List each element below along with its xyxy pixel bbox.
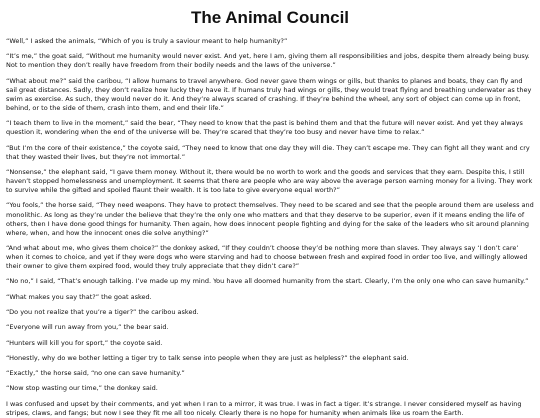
story-paragraph-15: “Exactly,” the horse said, “no one can save humanity.” <box>6 369 185 378</box>
story-paragraph-3: “What about me?” said the caribou, “I allow humans to travel anywhere. God never gave them wings or gills, but thanks to planes and boats, they can fly and sail great distances. Sadly, they don’t realize how lucky they have it. If humans truly had wings or gills, they would treat flying and breathing underwater as they swim as exercise. As such, they would never do it. And they’re always scared of crashing. If they’re behind the wheel, any sort of object can come up in front, behind, or to the side of them, crash into them, and end their life.” <box>6 76 532 112</box>
story-paragraph-2: “It’s me,” the goat said, “Without me humanity would never exist. And yet, here I am, giving them all responsibilities and jobs, despite them already being busy. Not to mention they don’t really have freedom from their bodily needs and the laws of the universe.” <box>6 52 530 70</box>
story-paragraph-7: “You fools,” the horse said, “They need weapons. They have to protect themselves. They need to be scared and see that the people around them are useless and monolithic. As long as they’re under the believe that they’re the only one who matters and that they deserve to be superior, even if it means ending the life of others, then I have done good things for humanity. Then again, how does innocent people fighting and dying for the sake of the leaders who sit around planning where, when, and how the innocent ones die solve anything?” <box>6 201 534 237</box>
story-paragraph-9: “No no,” I said, “That’s enough talking. I’ve made up my mind. You have all doomed humanity from the start. Clearly, I’m the only one who can save humanity.” <box>6 277 529 286</box>
story-paragraph-17: I was confused and upset by their comments, and yet when I ran to a mirror, it was true. I was in fact a tiger. It’s strange. I never considered myself as having stripes, claws, and fangs; but now I see they fit me all too nicely. Clearly there is no hope for humanity when animals like us roam the Earth. <box>6 399 522 417</box>
story-paragraph-11: “Do you not realize that you’re a tiger?” the caribou asked. <box>6 308 199 317</box>
story-body <box>6 37 534 418</box>
story-paragraph-4: “I teach them to live in the moment,” said the bear, “They need to know that the past is behind them and that the future will never exist. And yet they always question it, wondering when the end of the universe will be. They’re scared that they’re too busy and never have time to relax.” <box>6 119 523 137</box>
story-paragraph-16: “Now stop wasting our time,” the donkey said. <box>6 384 158 393</box>
story-paragraph-13: “Hunters will kill you for sport,” the coyote said. <box>6 338 163 347</box>
story-paragraph-12: “Everyone will run away from you,” the bear said. <box>6 323 169 332</box>
story-paragraph-8: “And what about me, who gives them choice?” the donkey asked, “If they couldn’t choose they’d be nothing more than slaves. They always say ‘I don’t care’ when it comes to choice, and yet if they were dogs who were starving and had to choose between fresh and expired food in order too live, and willingly allowed their owner to give them expired food, would they truly appreciate that they didn’t care?” <box>6 244 528 271</box>
story-paragraph-6: “Nonsense,” the elephant said, “I gave them money. Without it, there would be no worth to work and the goods and services that they earn. Despite this, I still haven’t stopped homelessness and unemployment. It seems that there are people who are way above the average person earning money for a living. They work to survive while the gifted and spoiled flaunt their wealth. It is too late to give everyone equal worth?” <box>6 167 533 195</box>
story-paragraph-1: “Well,” I asked the animals, “Which of you is truly a saviour meant to help humanity?” <box>6 37 288 45</box>
story-paragraph-10: “What makes you say that?” the goat asked. <box>6 292 152 301</box>
story-paragraph-14: “Honestly, why do we bother letting a tiger try to talk sense into people when they are just as helpless?” the elephant said. <box>6 353 409 362</box>
page-title: The Animal Council <box>190 8 350 27</box>
story-paragraph-5: “But I’m the core of their existence,” the coyote said, “They need to know that one day they will die. They can’t escape me. They can fight all they want and cry that they wasted their lives, but they’re not immortal.” <box>6 143 530 161</box>
